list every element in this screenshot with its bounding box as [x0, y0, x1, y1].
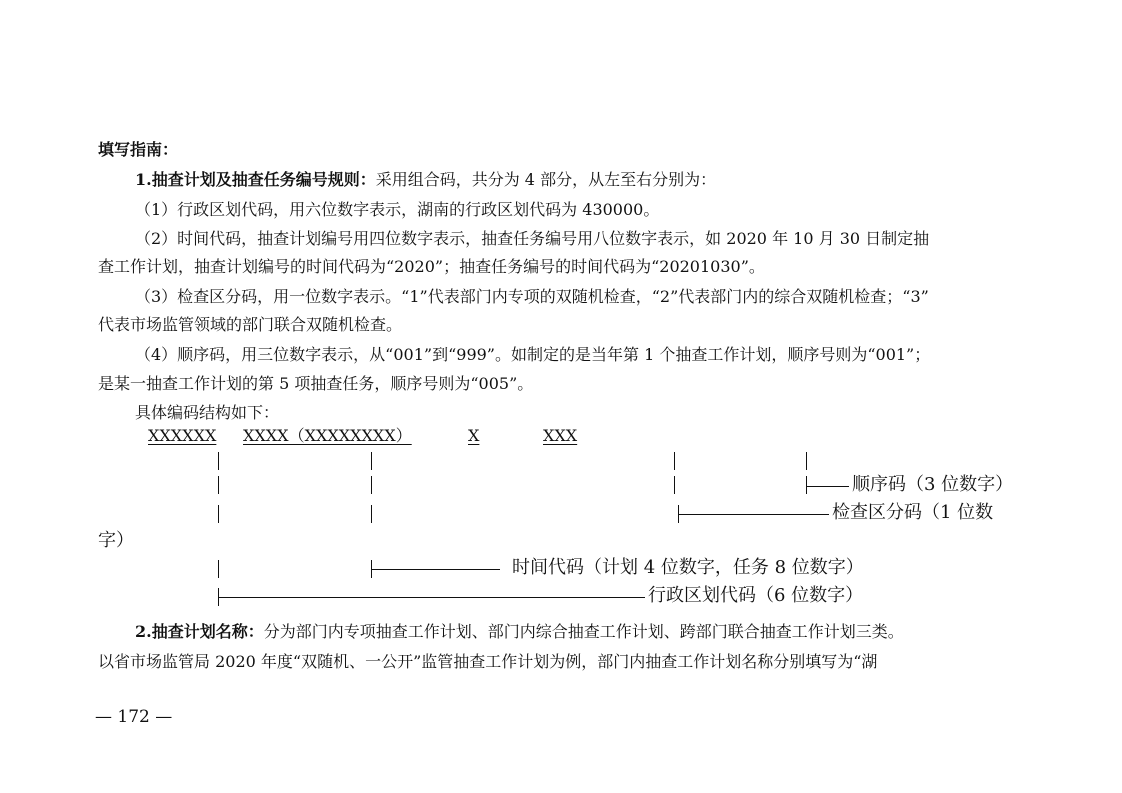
connector-bar [806, 476, 807, 494]
connector-bar [371, 452, 372, 470]
code-time: XXXX（XXXXXXXX） [243, 426, 412, 445]
code-seq: XXX [543, 426, 578, 445]
page-number: — 172 — [95, 707, 173, 727]
rule2-line [135, 621, 904, 643]
leader-line-region [219, 597, 645, 598]
connector-bar [674, 476, 675, 494]
label-seq: 顺序码（3 位数字） [852, 474, 1014, 495]
leader-line-time [372, 569, 500, 570]
connector-bar [218, 452, 219, 470]
item-time-cont: 查工作计划，抽查计划编号的时间代码为“2020”；抽查任务编号的时间代码为“20201030”。 [98, 257, 765, 276]
code-region: XXXXXX [148, 426, 217, 445]
leader-line-zone [679, 514, 829, 515]
rule2-title: 2.抽查计划名称： [135, 622, 264, 641]
item-zone-cont: 代表市场监管领域的部门联合双随机检查。 [98, 315, 403, 334]
item-time: （2）时间代码，抽查计划编号用四位数字表示，抽查任务编号用八位数字表示，如 2020 年 10 月 30 日制定抽 [135, 229, 930, 248]
label-region: 行政区划代码（6 位数字） [648, 585, 864, 606]
item-seq: （4）顺序码，用三位数字表示，从“001”到“999”。如制定的是当年第 1 个抽查工作计划，顺序号则为“001”； [135, 345, 931, 364]
connector-bar [674, 452, 675, 470]
guide-heading: 填写指南： [98, 140, 179, 159]
leader-line-seq [807, 486, 849, 487]
connector-bar [371, 476, 372, 494]
item-seq-cont: 是某一抽查工作计划的第 5 项抽查任务，顺序号则为“005”。 [98, 374, 534, 393]
structure-intro: 具体编码结构如下： [135, 403, 280, 422]
rule1-title: 1.抽查计划及抽查任务编号规则： [135, 170, 376, 189]
code-zone: X [468, 426, 480, 445]
connector-bar [218, 560, 219, 578]
label-zone: 检查区分码（1 位数 [832, 502, 994, 523]
connector-bar [806, 452, 807, 470]
rule1-line [135, 169, 716, 191]
rule2-text: 分为部门内专项抽查工作计划、部门内综合抽查工作计划、跨部门联合抽查工作计划三类。 [263, 622, 904, 641]
connector-bar [371, 505, 372, 523]
connector-bar [218, 505, 219, 523]
item-region: （1）行政区划代码，用六位数字表示，湖南的行政区划代码为 430000。 [135, 200, 660, 219]
label-time: 时间代码（计划 4 位数字，任务 8 位数字） [512, 557, 864, 578]
connector-bar [218, 476, 219, 494]
rule2-line2: 以省市场监管局 2020 年度“双随机、一公开”监管抽查工作计划为例，部门内抽查工作计划名称分别填写为“湖 [98, 652, 878, 671]
item-zone: （3）检查区分码，用一位数字表示。“1”代表部门内专项的双随机检查，“2”代表部门内的综合双随机检查；“3” [135, 287, 929, 306]
rule1-text: 采用组合码，共分为 4 部分，从左至右分别为： [375, 170, 717, 189]
label-zone-cont: 字） [98, 530, 134, 551]
